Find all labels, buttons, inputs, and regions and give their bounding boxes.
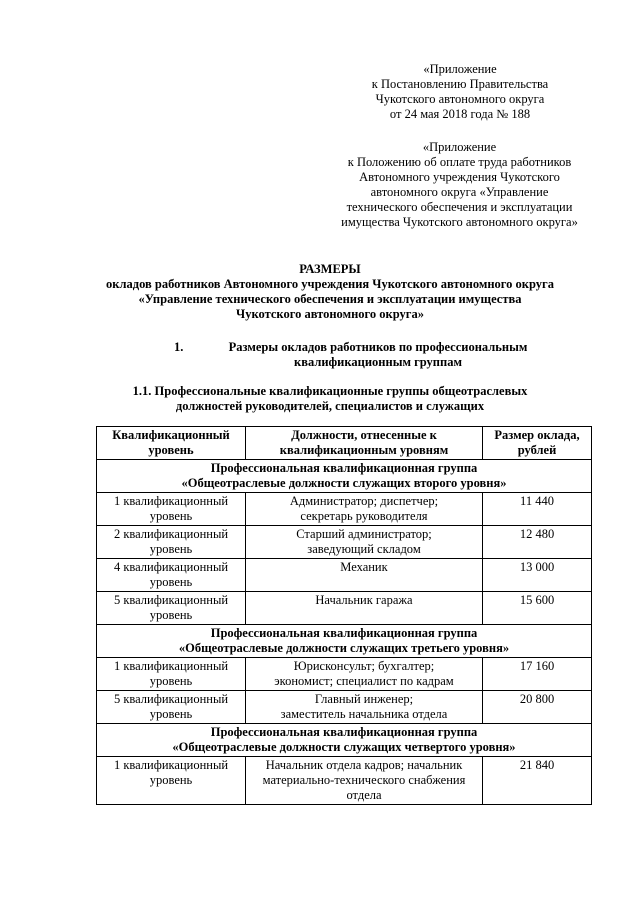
positions-cell [246, 691, 483, 724]
cell-line: Начальник гаража [315, 593, 413, 607]
cell-line: 1 квалификационный [113, 758, 229, 772]
header-text: Должности, отнесенные к [291, 428, 437, 442]
appendix-line: имущества Чукотского автономного округа» [341, 215, 578, 229]
appendix-line: к Положению об оплате труда работников [347, 155, 572, 169]
positions-cell [246, 559, 483, 592]
salary-cell: 17 160 [483, 658, 592, 691]
header-text: рублей [517, 443, 557, 457]
subsection-line: 1.1. Профессиональные квалификационные группы общеотраслевых [132, 384, 528, 398]
salary-cell: 21 840 [483, 757, 592, 805]
positions-cell [246, 658, 483, 691]
positions-cell [246, 493, 483, 526]
appendix-to-regulation [318, 140, 601, 230]
table-row [97, 691, 592, 724]
level-cell [97, 757, 246, 805]
group-title [97, 724, 592, 757]
cell-line: Механик [340, 560, 388, 574]
salary-cell: 11 440 [483, 493, 592, 526]
appendix-line: «Приложение [423, 62, 497, 76]
cell-line: уровень [149, 542, 193, 556]
cell-line: «Общеотраслевые должности служащих третьего уровня» [178, 641, 510, 655]
salary-cell: 13 000 [483, 559, 592, 592]
cell-line: Профессиональная квалификационная группа [210, 626, 478, 640]
cell-line: Начальник отдела кадров; начальник [265, 758, 463, 772]
section-number: 1. [174, 340, 184, 354]
title-line: Чукотского автономного округа» [236, 307, 424, 321]
header-level [97, 427, 246, 460]
salary-cell: 15 600 [483, 592, 592, 625]
header-text: уровень [148, 443, 194, 457]
cell-line: уровень [149, 674, 193, 688]
appendix-line: автономного округа «Управление [370, 185, 549, 199]
cell-line: 2 квалификационный [113, 527, 229, 541]
table-row [97, 658, 592, 691]
title-heading: РАЗМЕРЫ [299, 262, 361, 276]
cell-line: уровень [149, 509, 193, 523]
salary-cell: 12 480 [483, 526, 592, 559]
cell-line: Профессиональная квалификационная группа [210, 725, 478, 739]
level-cell [97, 658, 246, 691]
positions-cell [246, 592, 483, 625]
table-row [97, 493, 592, 526]
cell-line: Юрисконсульт; бухгалтер; [293, 659, 435, 673]
group-row [97, 625, 592, 658]
document-title [60, 262, 600, 322]
table-header-row [97, 427, 592, 460]
cell-line: отдела [346, 788, 382, 802]
section-line: Размеры окладов работников по профессиональным [228, 340, 528, 354]
cell-line: 1 квалификационный [113, 659, 229, 673]
cell-line: материально-технического снабжения [262, 773, 466, 787]
level-cell [97, 559, 246, 592]
group-title [97, 625, 592, 658]
header-salary [483, 427, 592, 460]
cell-line: Профессиональная квалификационная группа [210, 461, 478, 475]
cell-line: уровень [149, 707, 193, 721]
header-text: Квалификационный [112, 428, 230, 442]
cell-line: «Общеотраслевые должности служащих четвертого уровня» [172, 740, 516, 754]
positions-cell [246, 526, 483, 559]
cell-line: 5 квалификационный [113, 593, 229, 607]
salary-cell: 20 800 [483, 691, 592, 724]
group-title [97, 460, 592, 493]
cell-line: заведующий складом [307, 542, 421, 556]
appendix-line: от 24 мая 2018 года № 188 [389, 107, 531, 121]
subsection-heading [60, 384, 600, 414]
cell-line: секретарь руководителя [300, 509, 428, 523]
level-cell [97, 526, 246, 559]
group-row [97, 724, 592, 757]
header-positions [246, 427, 483, 460]
table-body [97, 460, 592, 805]
table-row [97, 757, 592, 805]
cell-line: уровень [149, 575, 193, 589]
level-cell [97, 592, 246, 625]
cell-line: уровень [149, 608, 193, 622]
section-line: квалификационным группам [294, 355, 462, 369]
cell-line: Старший администратор; [296, 527, 432, 541]
header-text: квалификационным уровням [279, 443, 449, 457]
appendix-line: технического обеспечения и эксплуатации [346, 200, 573, 214]
cell-line: 5 квалификационный [113, 692, 229, 706]
subsection-line: должностей руководителей, специалистов и служащих [175, 399, 485, 413]
cell-line: уровень [149, 773, 193, 787]
cell-line: Администратор; диспетчер; [289, 494, 439, 508]
appendix-line: «Приложение [422, 140, 497, 154]
appendix-line: Чукотского автономного округа [375, 92, 545, 106]
cell-line: экономист; специалист по кадрам [274, 674, 454, 688]
table-row [97, 526, 592, 559]
title-line: «Управление технического обеспечения и эксплуатации имущества [138, 292, 522, 306]
cell-line: «Общеотраслевые должности служащих второго уровня» [181, 476, 507, 490]
table-row [97, 559, 592, 592]
cell-line: заместитель начальника отдела [280, 707, 448, 721]
level-cell [97, 493, 246, 526]
cell-line: 1 квалификационный [113, 494, 229, 508]
salary-table [96, 426, 592, 805]
appendix-line: к Постановлению Правительства [371, 77, 549, 91]
appendix-to-resolution [340, 62, 580, 122]
header-text: Размер оклада, [494, 428, 580, 442]
table-row [97, 592, 592, 625]
appendix-line: Автономного учреждения Чукотского [359, 170, 560, 184]
section-text [208, 340, 548, 370]
level-cell [97, 691, 246, 724]
cell-line: 4 квалификационный [113, 560, 229, 574]
cell-line: Главный инженер; [314, 692, 414, 706]
title-line: окладов работников Автономного учреждения Чукотского автономного округа [106, 277, 554, 291]
group-row [97, 460, 592, 493]
positions-cell [246, 757, 483, 805]
